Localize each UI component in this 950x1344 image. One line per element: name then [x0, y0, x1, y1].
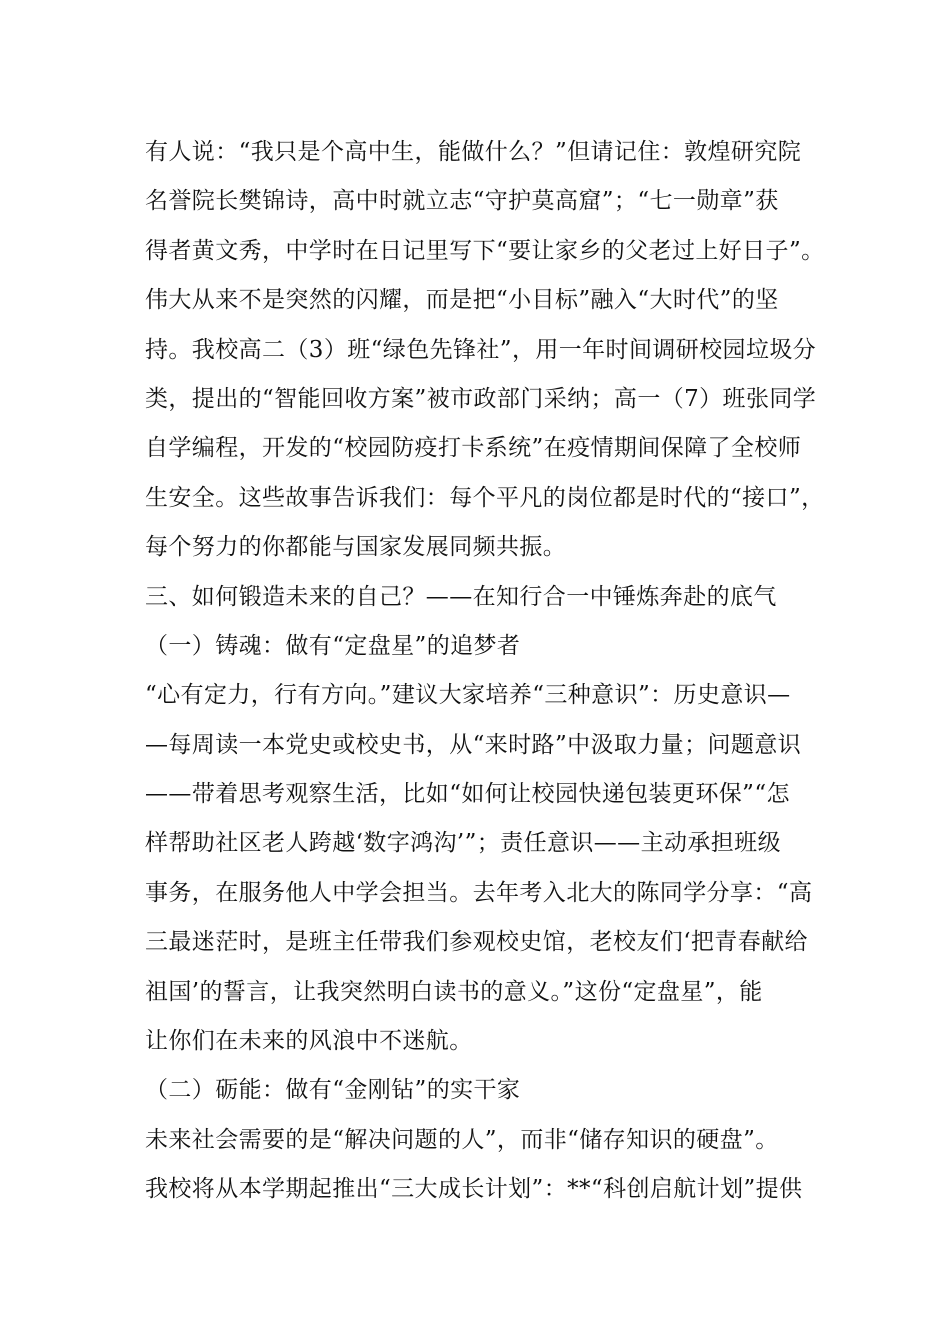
text-line: 持。我校高二（3）班“绿色先锋社”，用一年时间调研校园垃圾分: [145, 336, 817, 363]
text-line: 祖国’的誓言，让我突然明白读书的意义。”这份“定盘星”，能: [145, 978, 763, 1005]
text-line: —每周读一本党史或校史书，从“来时路”中汲取力量；问题意识: [145, 731, 802, 758]
text-line: 让你们在未来的风浪中不迷航。: [145, 1028, 473, 1055]
text-line: 得者黄文秀，中学时在日记里写下“要让家乡的父老过上好日子”。: [145, 237, 825, 264]
text-line: 自学编程，开发的“校园防疫打卡系统”在疫情期间保障了全校师: [145, 435, 802, 462]
text-line: 生安全。这些故事告诉我们：每个平凡的岗位都是时代的“接口”，: [145, 484, 825, 511]
text-line: 有人说：“我只是个高中生，能做什么？”但请记住：敦煌研究院: [145, 139, 802, 165]
text-line: 我校将从本学期起推出“三大成长计划”：**“科创启航计划”提供: [145, 1176, 803, 1203]
subsection-heading: （二）砺能：做有“金刚钻”的实干家: [145, 1077, 521, 1104]
subsection-heading: （一）铸魂：做有“定盘星”的追梦者: [145, 632, 521, 659]
body-text: [145, 128, 835, 1215]
section-heading: 三、如何锻造未来的自己？——在知行合一中锤炼奔赴的底气: [145, 583, 777, 610]
text-line: 未来社会需要的是“解决问题的人”，而非“储存知识的硬盘”。: [145, 1126, 779, 1153]
text-line: 伟大从来不是突然的闪耀，而是把“小目标”融入“大时代”的坚: [145, 287, 779, 314]
text-line: 名誉院长樊锦诗，高中时就立志“守护莫高窟”；“七一勋章”获: [145, 188, 779, 215]
text-line: 三最迷茫时，是班主任带我们参观校史馆，老校友们‘把青春献给: [145, 929, 808, 956]
text-line: 事务，在服务他人中学会担当。去年考入北大的陈同学分享：“高: [145, 879, 813, 906]
text-line: 样帮助社区老人跨越‘数字鸿沟’”；责任意识——主动承担班级: [145, 830, 781, 857]
text-line: “心有定力，行有方向。”建议大家培养“三种意识”：历史意识—: [145, 682, 791, 709]
text-line: 每个努力的你都能与国家发展同频共振。: [145, 534, 567, 561]
text-line: 类，提出的“智能回收方案”被市政部门采纳；高一（7）班张同学: [145, 385, 817, 412]
text-line: ——带着思考观察生活，比如“如何让校园快递包装更环保”“怎: [145, 781, 790, 808]
